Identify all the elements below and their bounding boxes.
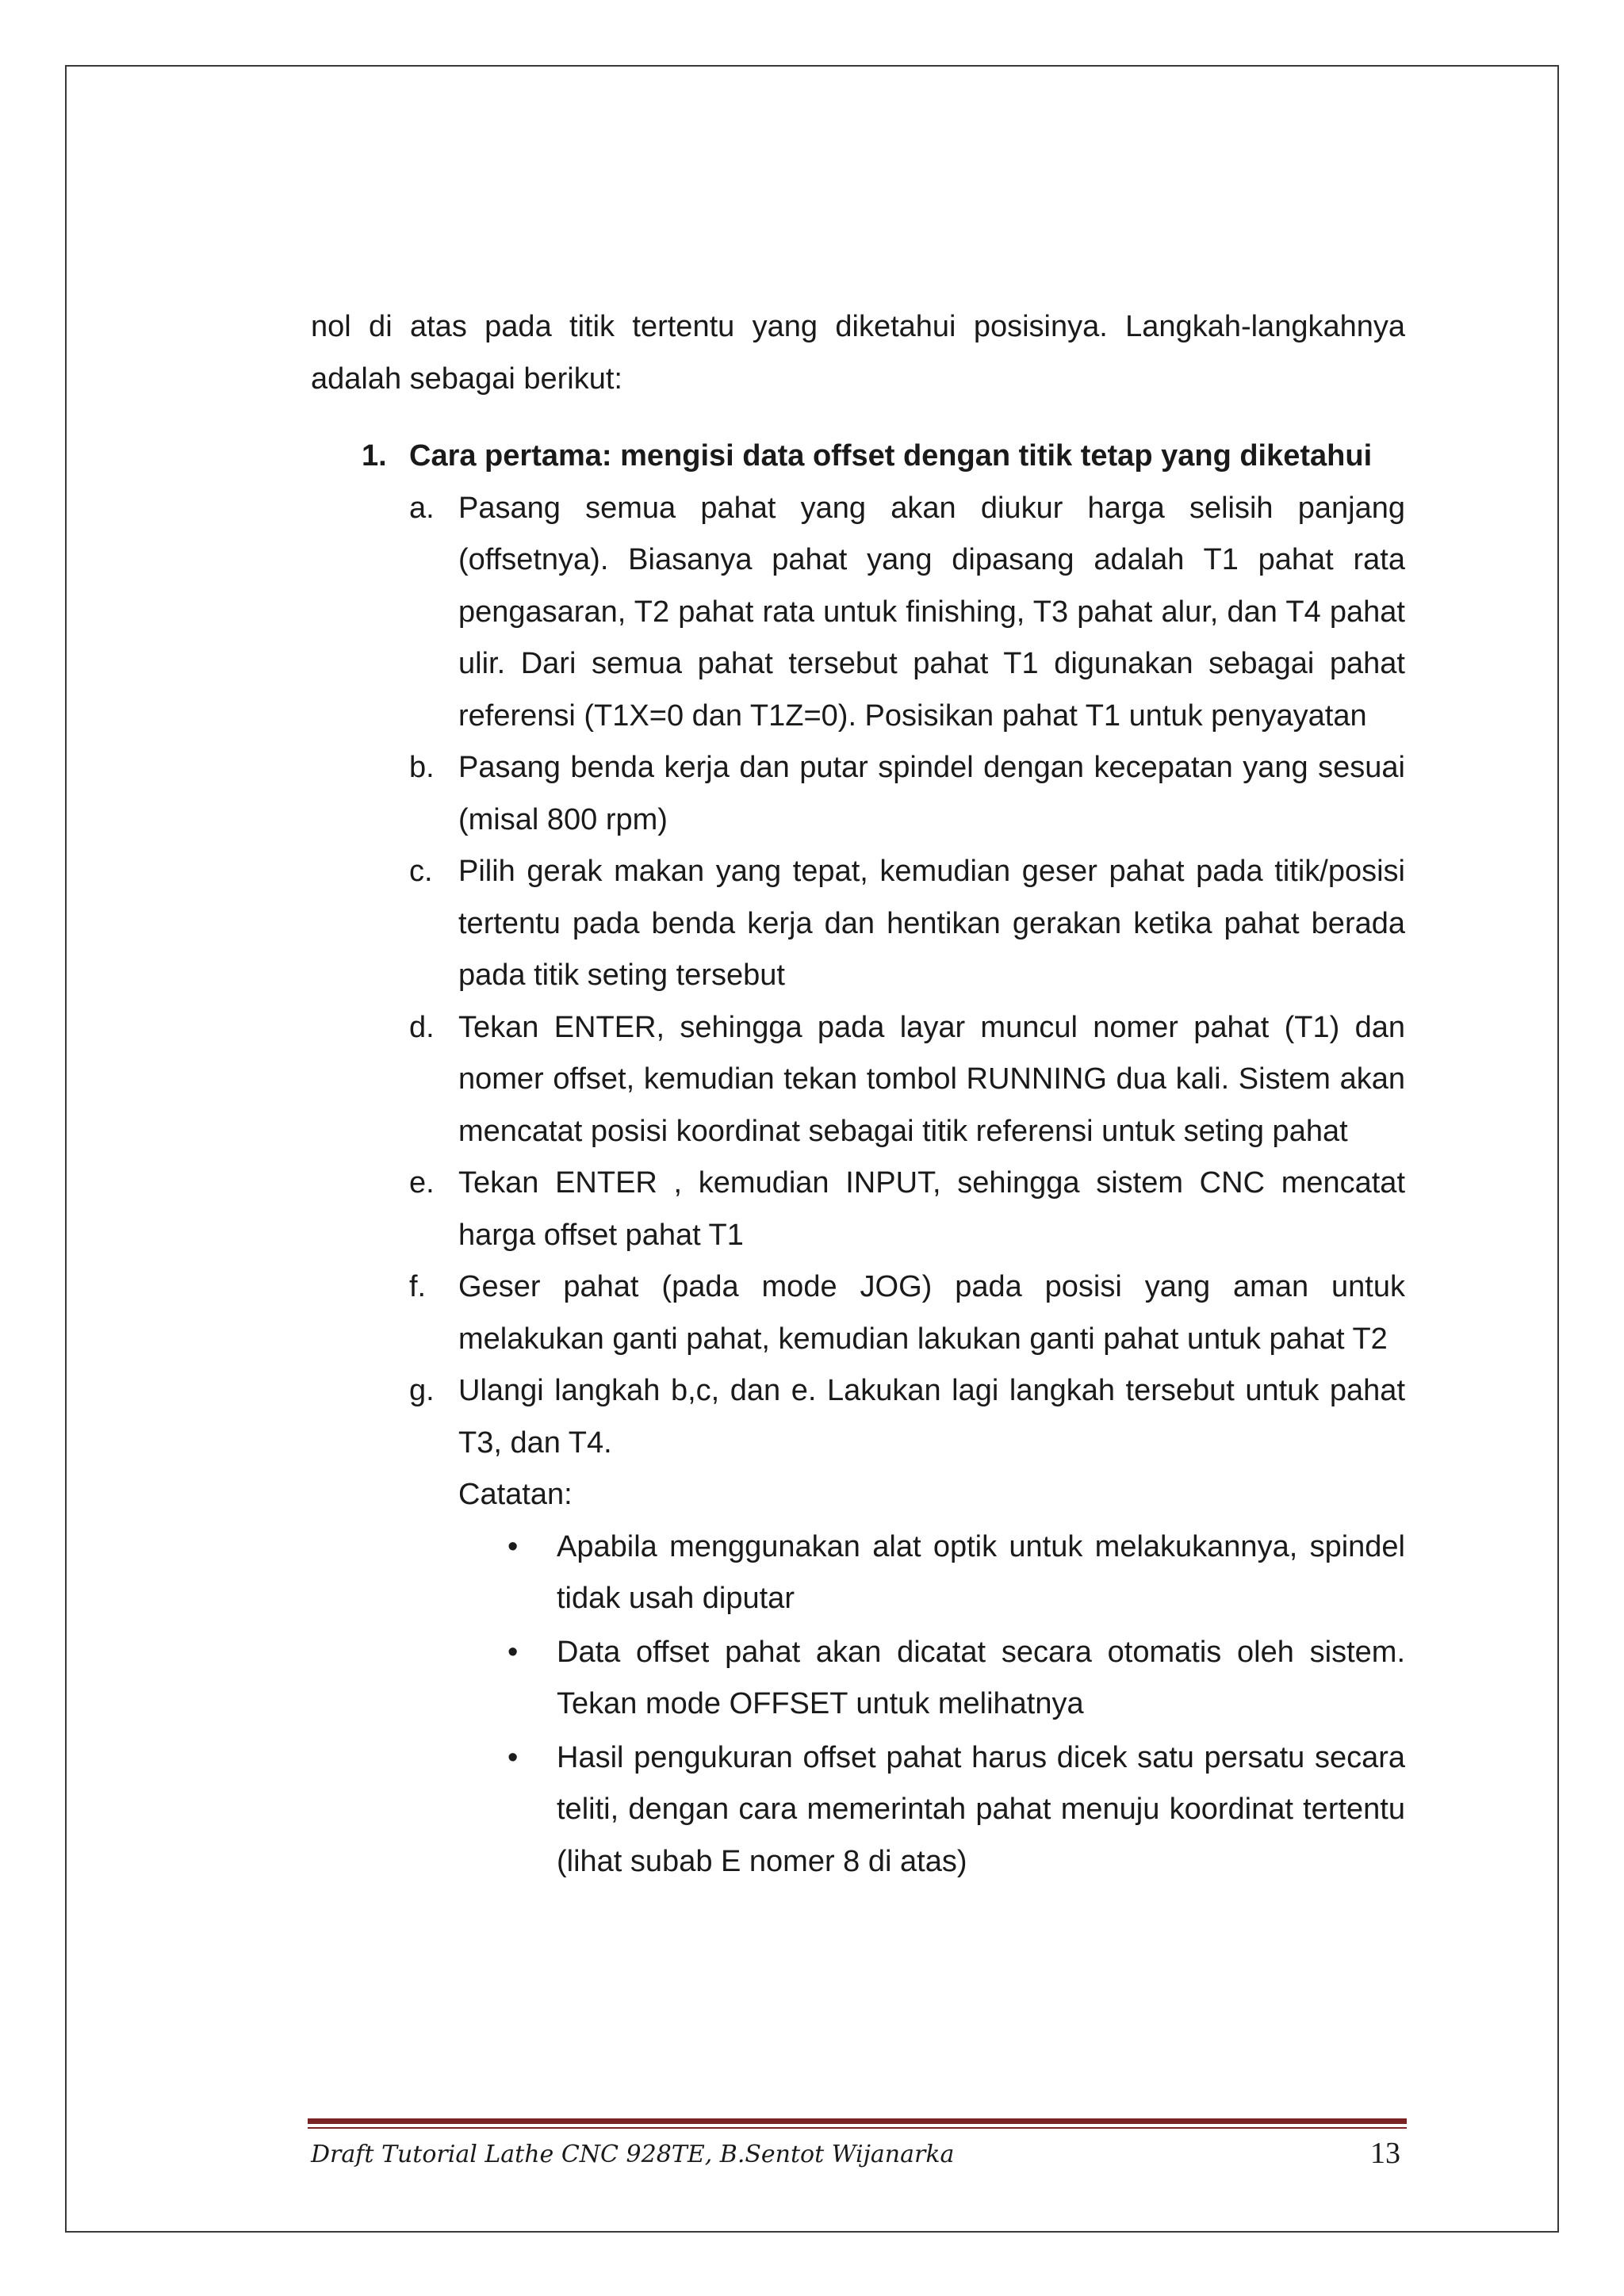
list-item — [311, 1002, 1405, 1158]
list-item-text: Ulangi langkah b,c, dan e. Lakukan lagi langkah tersebut untuk pahat T3, dan T4. — [458, 1374, 1405, 1460]
note-list — [311, 1521, 1405, 1888]
note-item — [311, 1732, 1405, 1888]
list-marker: g. — [409, 1374, 435, 1407]
bullet-icon: • — [508, 1635, 519, 1669]
list-item-text: Pasang benda kerja dan putar spindel dengan kecepatan yang sesuai (misal 800 rpm) — [458, 751, 1405, 836]
list-item — [311, 1261, 1405, 1365]
list-marker: c. — [409, 855, 433, 888]
note-text: Data offset pahat akan dicatat secara otomatis oleh sistem. Tekan mode OFFSET untuk melihatnya — [557, 1635, 1405, 1720]
list-item-text: Geser pahat (pada mode JOG) pada posisi yang aman untuk melakukan ganti pahat, kemudian lakukan ganti pahat untuk pahat T2 — [458, 1270, 1405, 1356]
bullet-icon: • — [508, 1740, 519, 1774]
footer-title: Draft Tutorial Lathe CNC 928TE, B.Sentot Wijanarka — [311, 2141, 955, 2168]
note-text: Apabila menggunakan alat optik untuk melakukannya, spindel tidak usah diputar — [557, 1529, 1405, 1615]
page-number: 13 — [1370, 2137, 1400, 2170]
footer-rule-thin — [308, 2127, 1407, 2129]
list-item-text: Pilih gerak makan yang tepat, kemudian geser pahat pada titik/posisi tertentu pada benda kerja dan hentikan gerakan ketika pahat berada pada titik seting tersebut — [458, 855, 1405, 992]
note-item — [311, 1627, 1405, 1731]
footer-rule — [308, 2118, 1407, 2124]
list-item — [311, 1365, 1405, 1469]
list-item-text: Tekan ENTER, sehingga pada layar muncul nomer pahat (T1) dan nomer offset, kemudian tekan tombol RUNNING dua kali. Sistem akan mencatat posisi koordinat sebagai titik referensi untuk seting pahat — [458, 1010, 1405, 1148]
list-item — [311, 742, 1405, 846]
note-label: Catatan: — [458, 1478, 573, 1511]
step-list — [311, 483, 1405, 1470]
section-number: 1. — [362, 439, 387, 473]
page-content — [311, 301, 1405, 1889]
note-item — [311, 1521, 1405, 1625]
list-item — [311, 1158, 1405, 1261]
list-marker: b. — [409, 751, 435, 784]
list-item — [311, 846, 1405, 1002]
note-text: Hasil pengukuran offset pahat harus dicek satu persatu secara teliti, dengan cara memerintah pahat menuju koordinat tertentu (lihat subab E nomer 8 di atas) — [557, 1740, 1405, 1878]
section-heading — [311, 430, 1405, 483]
list-item-text: Tekan ENTER , kemudian INPUT, sehingga sistem CNC mencatat harga offset pahat T1 — [458, 1166, 1405, 1252]
intro-paragraph: nol di atas pada titik tertentu yang diketahui posisinya. Langkah-langkahnya adalah sebagai berikut: — [311, 310, 1405, 396]
list-marker: d. — [409, 1010, 435, 1044]
bullet-icon: • — [508, 1529, 519, 1563]
list-item — [311, 483, 1405, 743]
list-marker: a. — [409, 491, 435, 525]
list-item-text: Pasang semua pahat yang akan diukur harga selisih panjang (offsetnya). Biasanya pahat yang dipasang adalah T1 pahat rata pengasaran, T2 pahat rata untuk finishing, T3 pahat alur, dan T4 pahat ulir. Dari semua pahat tersebut pahat T1 digunakan sebagai pahat referensi (T1X=0 dan T1Z=0). Posisikan pahat T1 untuk penyayatan — [458, 491, 1405, 733]
list-marker: e. — [409, 1166, 435, 1200]
section-title: Cara pertama: mengisi data offset dengan titik tetap yang diketahui — [409, 439, 1373, 473]
list-marker: f. — [409, 1270, 427, 1303]
